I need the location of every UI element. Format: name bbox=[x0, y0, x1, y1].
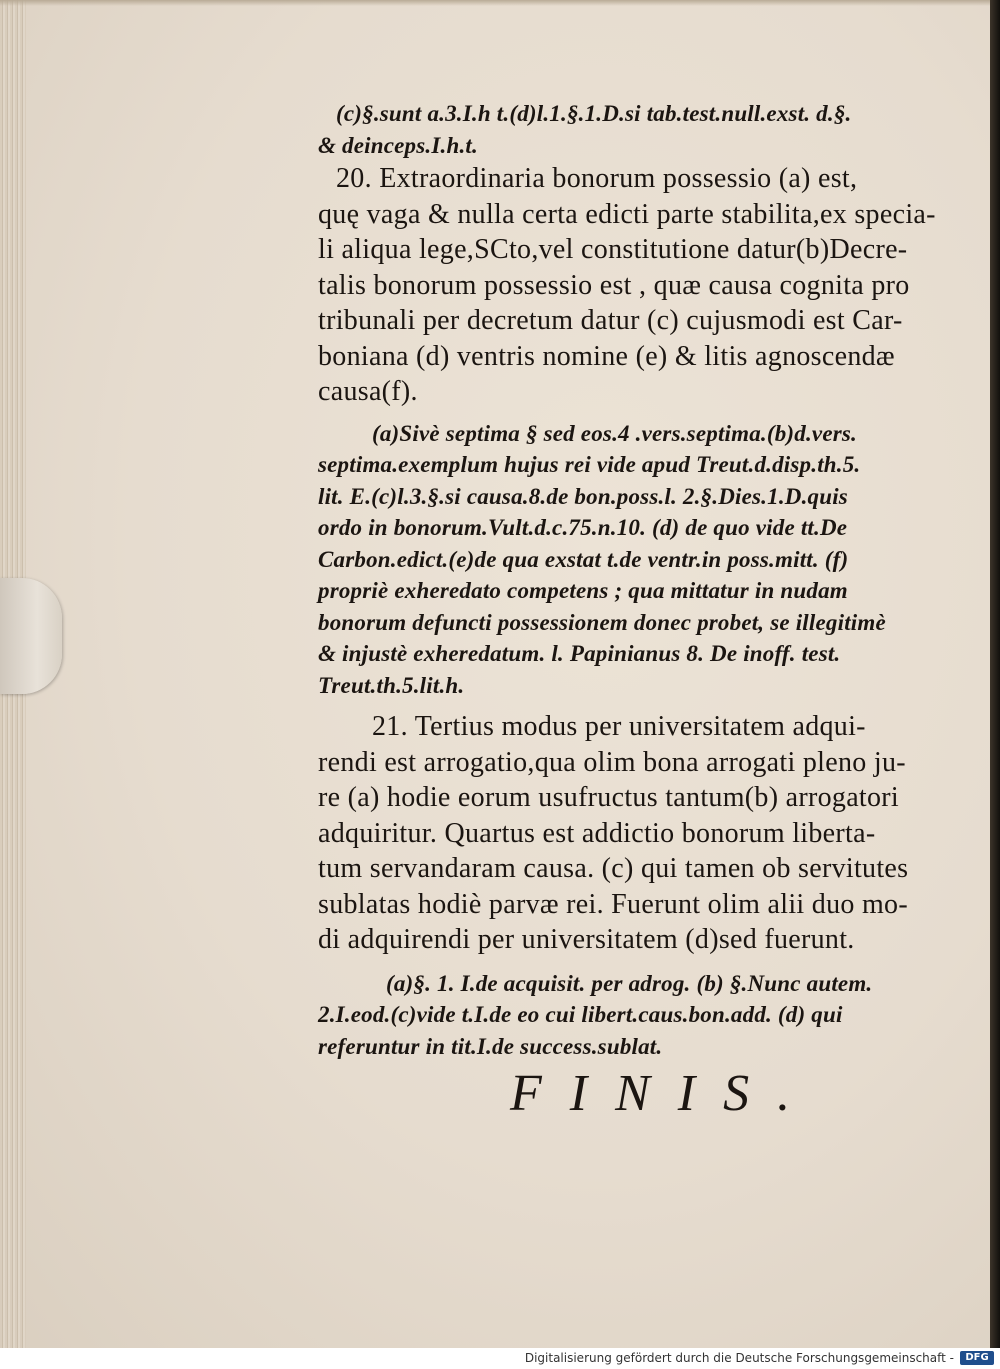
note-line: (c)§.sunt a.3.I.h t.(d)l.1.§.1.D.si tab.test.null.exst. d.§. bbox=[336, 101, 852, 126]
body-line: tum servandaram causa. (c) qui tamen ob servitutes bbox=[318, 853, 909, 884]
body-line: causa(f). bbox=[318, 376, 418, 407]
finis-heading: FINIS. bbox=[510, 1065, 819, 1122]
body-line: di adquirendi per universitatem (d)sed fuerunt. bbox=[318, 924, 855, 955]
text-block bbox=[318, 102, 990, 1066]
body-line: 21. Tertius modus per universitatem adqui- bbox=[372, 711, 866, 742]
note-line: bonorum defuncti possessionem donec probet, se illegitimè bbox=[318, 609, 886, 635]
page-right-edge bbox=[990, 0, 1000, 1348]
body-line: li aliqua lege,SCto,vel constitutione datur(b)Decre- bbox=[318, 234, 908, 265]
body-line: talis bonorum possessio est , quæ causa cognita pro bbox=[318, 269, 910, 301]
body-line: 20. Extraordinaria bonorum possessio (a) est, bbox=[336, 163, 858, 194]
body-line: tribunali per decretum datur (c) cujusmodi est Car- bbox=[318, 305, 903, 336]
body-line: boniana (d) ventris nomine (e) & litis agnoscendæ bbox=[318, 340, 895, 372]
page-clip bbox=[0, 578, 62, 694]
body-line: adquiritur. Quartus est addictio bonorum liberta- bbox=[318, 817, 876, 849]
footer-credit: Digitalisierung gefördert durch die Deutsche Forschungsgemeinschaft - bbox=[524, 1351, 954, 1365]
note-line: Treut.th.5.lit.h. bbox=[318, 672, 465, 698]
note-line: (a)Sivè septima § sed eos.4 .vers.septima.(b)d.vers. bbox=[372, 420, 857, 446]
note-line: referuntur in tit.I.de success.sublat. bbox=[318, 1033, 663, 1059]
note-line: septima.exemplum hujus rei vide apud Treut.d.disp.th.5. bbox=[318, 452, 861, 477]
footer-bar bbox=[0, 1348, 1000, 1369]
note-line: propriè exheredato competens ; qua mittatur in nudam bbox=[318, 578, 848, 603]
body-line: re (a) hodie eorum usufructus tantum(b) arrogatori bbox=[318, 782, 900, 813]
body-line: sublatas hodiè parvæ rei. Fuerunt olim alii duo mo- bbox=[318, 888, 908, 920]
note-line: Carbon.edict.(e)de qua exstat t.de ventr.in poss.mitt. (f) bbox=[318, 546, 849, 572]
note-line: ordo in bonorum.Vult.d.c.75.n.10. (d) de quo vide tt.De bbox=[318, 515, 848, 540]
note-line: lit. E.(c)l.3.§.si causa.8.de bon.poss.l. 2.§.Dies.1.D.quis bbox=[318, 483, 848, 509]
body-line: quę vaga & nulla certa edicti parte stabilita,ex specia- bbox=[318, 198, 936, 230]
note-line: (a)§. 1. I.de acquisit. per adrog. (b) §.Nunc autem. bbox=[386, 970, 873, 996]
note-line: & deinceps.I.h.t. bbox=[318, 132, 478, 158]
dfg-logo: DFG bbox=[960, 1351, 994, 1365]
note-line: 2.I.eod.(c)vide t.I.de eo cui libert.caus.bon.add. (d) qui bbox=[318, 1002, 843, 1027]
body-line: rendi est arrogatio,qua olim bona arrogati pleno ju- bbox=[318, 746, 906, 778]
note-line: & injustè exheredatum. l. Papinianus 8. De inoff. test. bbox=[318, 641, 841, 666]
page-top-edge bbox=[0, 0, 1000, 6]
